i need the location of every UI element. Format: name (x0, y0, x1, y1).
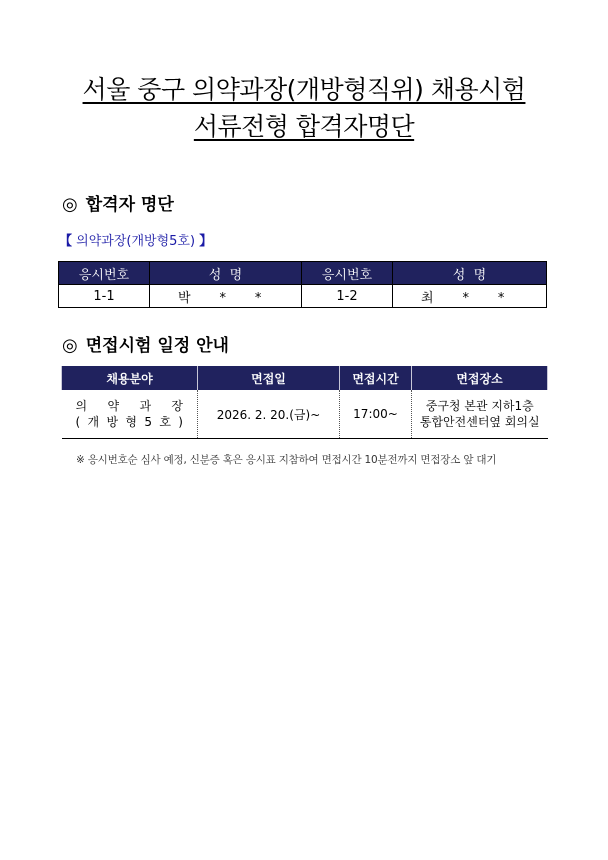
header-applicant-no: 응시번호 (302, 262, 393, 285)
field-cell (62, 390, 198, 439)
section-heading-passers: ◎ 합격자 명단 (62, 194, 174, 215)
applicant-name: 최 * * (393, 285, 547, 308)
header-applicant-no: 응시번호 (59, 262, 150, 285)
document-title-line2: 서류전형 합격자명단 (193, 112, 415, 141)
header-name: 성 명 (150, 262, 302, 285)
interview-schedule-table (61, 366, 548, 439)
header-interview-date: 면접일 (198, 366, 340, 390)
table-row (62, 390, 548, 439)
document-title-line1: 서울 중구 의약과장(개방형직위) 채용시험 (82, 75, 526, 104)
header-field: 채용분야 (62, 366, 198, 390)
section-heading-interview: ◎ 면접시험 일정 안내 (62, 335, 229, 356)
category-label: 【 의약과장(개방형5호) 】 (59, 234, 213, 249)
passers-table (58, 261, 547, 308)
applicant-no: 1-2 (302, 285, 393, 308)
applicant-no: 1-1 (59, 285, 150, 308)
notice-text: ※ 응시번호순 심사 예정, 신분증 혹은 응시표 지참하여 면접시간 10분전까지 면접장소 앞 대기 (76, 454, 497, 466)
header-interview-place: 면접장소 (412, 366, 548, 390)
applicant-name: 박 * * (150, 285, 302, 308)
field-name: 의 약 과 장 (75, 399, 183, 413)
header-interview-time: 면접시간 (340, 366, 412, 390)
header-name: 성 명 (393, 262, 547, 285)
interview-time: 17:00~ (340, 390, 412, 439)
field-type: ( 개 방 형 5 호 ) (75, 415, 183, 429)
double-circle-icon: ◎ (62, 194, 78, 215)
table-row (59, 285, 547, 308)
interview-place: 중구청 본관 지하1층 통합안전센터옆 회의실 (412, 390, 548, 439)
double-circle-icon: ◎ (62, 335, 78, 356)
interview-date: 2026. 2. 20.(금)~ (198, 390, 340, 439)
